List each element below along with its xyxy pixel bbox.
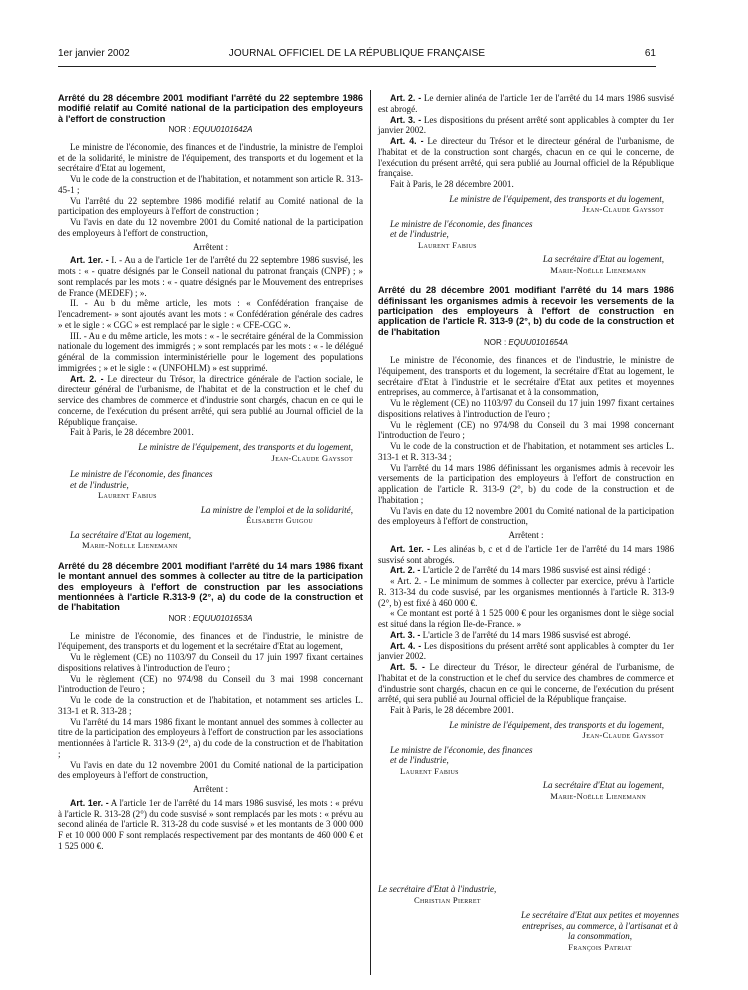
- decree-2-continued: [378, 93, 674, 275]
- decree-1: [58, 93, 363, 551]
- signature-economie: Le ministre de l'économie, des finances et de l'industrie, Laurent Fabius: [378, 745, 674, 777]
- article-label: Art. 2. -: [390, 565, 421, 576]
- signatory-name: Laurent Fabius: [400, 765, 459, 776]
- signatory-name: Élisabeth Guigou: [246, 515, 313, 526]
- signatory-name: Marie-Noëlle Lienemann: [550, 264, 646, 275]
- visa-paragraph: Vu l'avis en date du 12 novembre 2001 du Comité national de la participation des employeurs à l'effort de construction,: [378, 505, 674, 527]
- right-column: [378, 93, 674, 801]
- fait-a-paris: Fait à Paris, le 28 décembre 2001.: [390, 705, 514, 716]
- signatory-name: Christian Pierret: [414, 894, 481, 905]
- article-2: Art. 2. - Le directeur du Trésor, la directrice générale de l'action sociale, le directeur général de l'urbanisme, de l'habitat et de la construction et le chef du service des chambres de commerce et d'industrie sont chargés, chacun en ce qui le concerne, de l'exécution du présent arrêté, qui sera publié au Journal officiel de la République française.: [58, 373, 363, 427]
- nor-code: EQUU0101642A: [192, 125, 253, 135]
- visa-paragraph: Vu l'arrêté du 14 mars 1986 définissant les organismes admis à recevoir les versements de la participation des employeurs à l'effort de construction en application de l'article R. 313-9 (2°, b) du code de la construction et de l'habitation ;: [378, 462, 674, 505]
- signature-equipement: Le ministre de l'équipement, des transports et du logement, Jean-Claude Gayssot: [378, 720, 674, 741]
- article-1-section-ii: II. - Au b du même article, les mots : « Confédération française de l'encadrement- » sont ajoutés avant les mots : « Confédération générale des cadres » et le sigle : « CGC » est remplacé par le sigle : « CFE-CGC ».: [58, 298, 363, 330]
- signature-economie: Le ministre de l'économie, des finances et de l'industrie, Laurent Fabius: [58, 469, 363, 501]
- signatory-name: Marie-Noëlle Lienemann: [82, 540, 178, 551]
- fait-a-paris: Fait à Paris, le 28 décembre 2001.: [390, 179, 514, 189]
- left-column: [58, 93, 363, 852]
- signature-economie: Le ministre de l'économie, des finances et de l'industrie, Laurent Fabius: [378, 219, 674, 251]
- header-date: 1er janvier 2002: [58, 48, 130, 59]
- header-rule: [58, 66, 656, 67]
- signature-emploi: La ministre de l'emploi et de la solidarité, Élisabeth Guigou: [58, 505, 363, 526]
- visa-paragraph: Vu l'avis en date du 12 novembre 2001 du Comité national de la participation des employeurs à l'effort de construction,: [58, 217, 363, 238]
- article-2: Art. 2. - Le dernier alinéa de l'article 1er de l'arrêté du 14 mars 1986 susvisé est abrogé.: [378, 93, 674, 114]
- visa-paragraph: Vu le règlement (CE) no 1103/97 du Conseil du 17 juin 1997 fixant certaines dispositions relatives à l'introduction de l'euro ;: [58, 652, 363, 673]
- article-label: Art. 1er. -: [70, 797, 109, 808]
- visa-paragraph: Vu l'arrêté du 14 mars 1986 fixant le montant annuel des sommes à collecter au titre de la participation des employeurs à l'effort de construction par les associations mentionnées à l'article R. 313-9 (2°, a) du code de la construction et de l'habitation ;: [58, 716, 364, 759]
- article-label: Art. 1er. -: [390, 543, 431, 554]
- nor-reference: NOR : EQUU0101654A: [483, 338, 569, 348]
- page-header: [58, 48, 656, 62]
- article-2-quote: « Art. 2. - Le minimum de sommes à collecter par exercice, prévu à l'article R. 313-34 du code susvisé, par les organismes mentionnés à l'article R. 313-9 (2°, b) est fixé à 460 000 €.: [378, 576, 674, 608]
- article-1: Art. 1er. - A l'article 1er de l'arrêté du 14 mars 1986 susvisé, les mots : « prévu à l'article R. 313-28 (2°) du code susvisé » sont remplacés par les mots : « prévu au second alinéa de l'article R. 313-28 du code susvisé » et les montants de 3 000 000 F et 10 000 000 F sont remplacés respectivement par des montants de 460 000 € et 1 525 000 €.: [58, 797, 363, 851]
- article-label: Art. 4. -: [390, 136, 424, 146]
- decree-2: [58, 561, 363, 852]
- visa-paragraph: Vu le code de la construction et de l'habitation, et notamment son article R. 313-45-1 ;: [58, 174, 363, 195]
- signature-secretaire-logement: La secrétaire d'Etat au logement, Marie-Noëlle Lienemann: [378, 254, 674, 275]
- article-1: Art. 1er. - I. - Au a de l'article 1er de l'arrêté du 22 septembre 1986 susvisé, les mots : « - quatre désignés par le Conseil national du patronat français (CNPF) ; » sont remplacés par les mots : « - quatre désignés par le Mouvement des entreprises de France (MEDEF) ; ».: [58, 255, 363, 298]
- article-label: Art. 3. -: [390, 629, 421, 640]
- visa-paragraph: Vu le règlement (CE) no 974/98 du Conseil du 3 mai 1998 concernant l'introduction de l'euro ;: [58, 673, 363, 695]
- signature-industrie-block: [378, 884, 674, 905]
- arretent-heading: Arrêtent :: [192, 784, 229, 794]
- signature-equipement: Le ministre de l'équipement, des transports et du logement, Jean-Claude Gayssot: [378, 194, 674, 215]
- signatory-name: Jean-Claude Gayssot: [582, 730, 664, 741]
- visa-paragraph: Vu le règlement (CE) no 974/98 du Conseil du 3 mai 1998 concernant l'introduction de l'euro ;: [378, 419, 674, 441]
- signatory-name: Laurent Fabius: [98, 490, 157, 501]
- header-journal-title: JOURNAL OFFICIEL DE LA RÉPUBLIQUE FRANÇAISE: [228, 48, 486, 59]
- signature-secretaire-logement: La secrétaire d'Etat au logement, Marie-Noëlle Lienemann: [58, 530, 363, 551]
- article-4: Art. 4. - Les dispositions du présent arrêté sont applicables à compter du 1er janvier 2002.: [378, 640, 674, 662]
- visa-paragraph: Le ministre de l'économie, des finances et de l'industrie, la ministre de l'emploi et de la solidarité, le ministre de l'équipement, des transports et du logement et la secrétaire d'Etat au logement,: [58, 141, 363, 174]
- arretent-heading: Arrêtent :: [508, 530, 544, 541]
- decree-title: Arrêté du 28 décembre 2001 modifiant l'arrêté du 14 mars 1986 définissant les organismes admis à recevoir les versements de la participation des employeurs à l'effort de construction en application de l'article R. 313-9 (2°, b) du code de la construction et de l'habitation: [378, 285, 674, 337]
- visa-paragraph: Vu le code de la construction et de l'habitation, et notamment ses articles L. 313-1 et R. 313-28 ;: [58, 695, 363, 716]
- visa-paragraph: Le ministre de l'économie, des finances et de l'industrie, le ministre de l'équipement, des transports et du logement, la secrétaire d'Etat au logement, le secrétaire d'Etat à l'industrie et le secrétaire d'Etat aux petites et moyennes entreprises, au commerce, à l'artisanat et à la consommation,: [378, 355, 674, 398]
- decree-3: [378, 285, 674, 801]
- visa-paragraph: Vu le code de la construction et de l'habitation, et notamment ses articles L. 313-1 et R. 313-34 ;: [378, 441, 674, 462]
- article-5: Art. 5. - Le directeur du Trésor, le directeur général de l'urbanisme, de l'habitat et de la construction et le chef du service des chambres de commerce et d'industrie sont chargés, chacun en ce qui le concerne, de l'exécution du présent arrêté, qui sera publié au Journal officiel de la République française.: [378, 662, 674, 705]
- signature-pme-block: [520, 910, 680, 952]
- nor-code: EQUU0101654A: [508, 338, 569, 348]
- article-4: Art. 4. - Le directeur du Trésor et le directeur général de l'urbanisme, de l'habitat et de la construction sont chargés, chacun en ce qui le concerne, de l'exécution du présent arrêté, qui sera publié au Journal officiel de la République française.: [378, 136, 674, 179]
- signature-industrie: Le secrétaire d'Etat à l'industrie, Christian Pierret: [378, 884, 674, 905]
- article-2: Art. 2. - L'article 2 de l'arrêté du 14 mars 1986 susvisé est ainsi rédigé :: [390, 565, 651, 576]
- article-label: Art. 5. -: [390, 662, 425, 673]
- signatory-name: François Patriat: [568, 941, 632, 952]
- article-3: Art. 3. - Les dispositions du présent arrêté sont applicables à compter du 1er janvier 2002.: [378, 114, 674, 136]
- nor-reference: NOR : EQUU0101642A: [168, 125, 253, 135]
- article-label: Art. 1er. -: [70, 255, 109, 266]
- signature-pme: Le secrétaire d'Etat aux petites et moyennes entreprises, au commerce, à l'artisanat et à la consommation, François Patriat: [520, 910, 680, 952]
- article-label: Art. 4. -: [390, 640, 422, 651]
- article-label: Art. 2. -: [70, 373, 104, 384]
- article-3: Art. 3. - L'article 3 de l'arrêté du 14 mars 1986 susvisé est abrogé.: [390, 629, 631, 640]
- nor-reference: NOR : EQUU0101653A: [168, 613, 253, 623]
- signatory-name: Jean-Claude Gayssot: [582, 204, 664, 215]
- visa-paragraph: Vu l'arrêté du 22 septembre 1986 modifié relatif au Comité national de la participation des employeurs à l'effort de construction ;: [58, 195, 363, 217]
- fait-a-paris: Fait à Paris, le 28 décembre 2001.: [70, 427, 194, 438]
- signature-secretaire-logement: La secrétaire d'Etat au logement, Marie-Noëlle Lienemann: [378, 780, 674, 801]
- visa-paragraph: Le ministre de l'économie, des finances et de l'industrie, le ministre de l'équipement, des transports et du logement et la secrétaire d'Etat au logement,: [58, 630, 363, 652]
- signatory-name: Jean-Claude Gayssot: [271, 452, 353, 463]
- column-divider: [370, 90, 371, 975]
- visa-paragraph: Vu le règlement (CE) no 1103/97 du Conseil du 17 juin 1997 fixant certaines dispositions relatives à l'introduction de l'euro ;: [378, 398, 674, 419]
- article-1-section-iii: III. - Au e du même article, les mots : « - le secrétaire général de la Commission nationale du logement des immigrés ; » sont remplacés par les mots : « - le délégué général de la commission interministérielle pour le logement des populations immigrées ; » et le sigle : « (UNFOHLM) » est supprimé.: [58, 330, 363, 373]
- arretent-heading: Arrêtent :: [192, 241, 229, 252]
- signature-equipement: Le ministre de l'équipement, des transports et du logement, Jean-Claude Gayssot: [58, 442, 363, 463]
- article-label: Art. 3. -: [390, 114, 422, 125]
- visa-paragraph: Vu l'avis en date du 12 novembre 2001 du Comité national de la participation des employeurs à l'effort de construction,: [58, 759, 363, 781]
- decree-title: Arrêté du 28 décembre 2001 modifiant l'arrêté du 22 septembre 1986 modifié relatif au Comité national de la participation des employeurs à l'effort de construction: [58, 93, 363, 124]
- article-label: Art. 2. -: [390, 93, 422, 103]
- header-page-number: 61: [644, 48, 656, 59]
- nor-code: EQUU0101653A: [192, 613, 253, 623]
- decree-title: Arrêté du 28 décembre 2001 modifiant l'arrêté du 14 mars 1986 fixant le montant annuel des sommes à collecter au titre de la participation des employeurs à l'effort de construction par les associations mentionnées à l'article R.313-9 (2°, a) du code de la construction et de l'habitation: [58, 560, 363, 613]
- signatory-name: Laurent Fabius: [418, 239, 477, 250]
- article-2-quote: « Ce montant est porté à 1 525 000 € pour les organismes dont le siège social est situé dans la région Ile-de-France. »: [378, 608, 674, 630]
- article-1: Art. 1er. - Les alinéas b, c et d de l'article 1er de l'arrêté du 14 mars 1986 susvisé sont abrogés.: [378, 543, 675, 565]
- signatory-name: Marie-Noëlle Lienemann: [550, 790, 646, 801]
